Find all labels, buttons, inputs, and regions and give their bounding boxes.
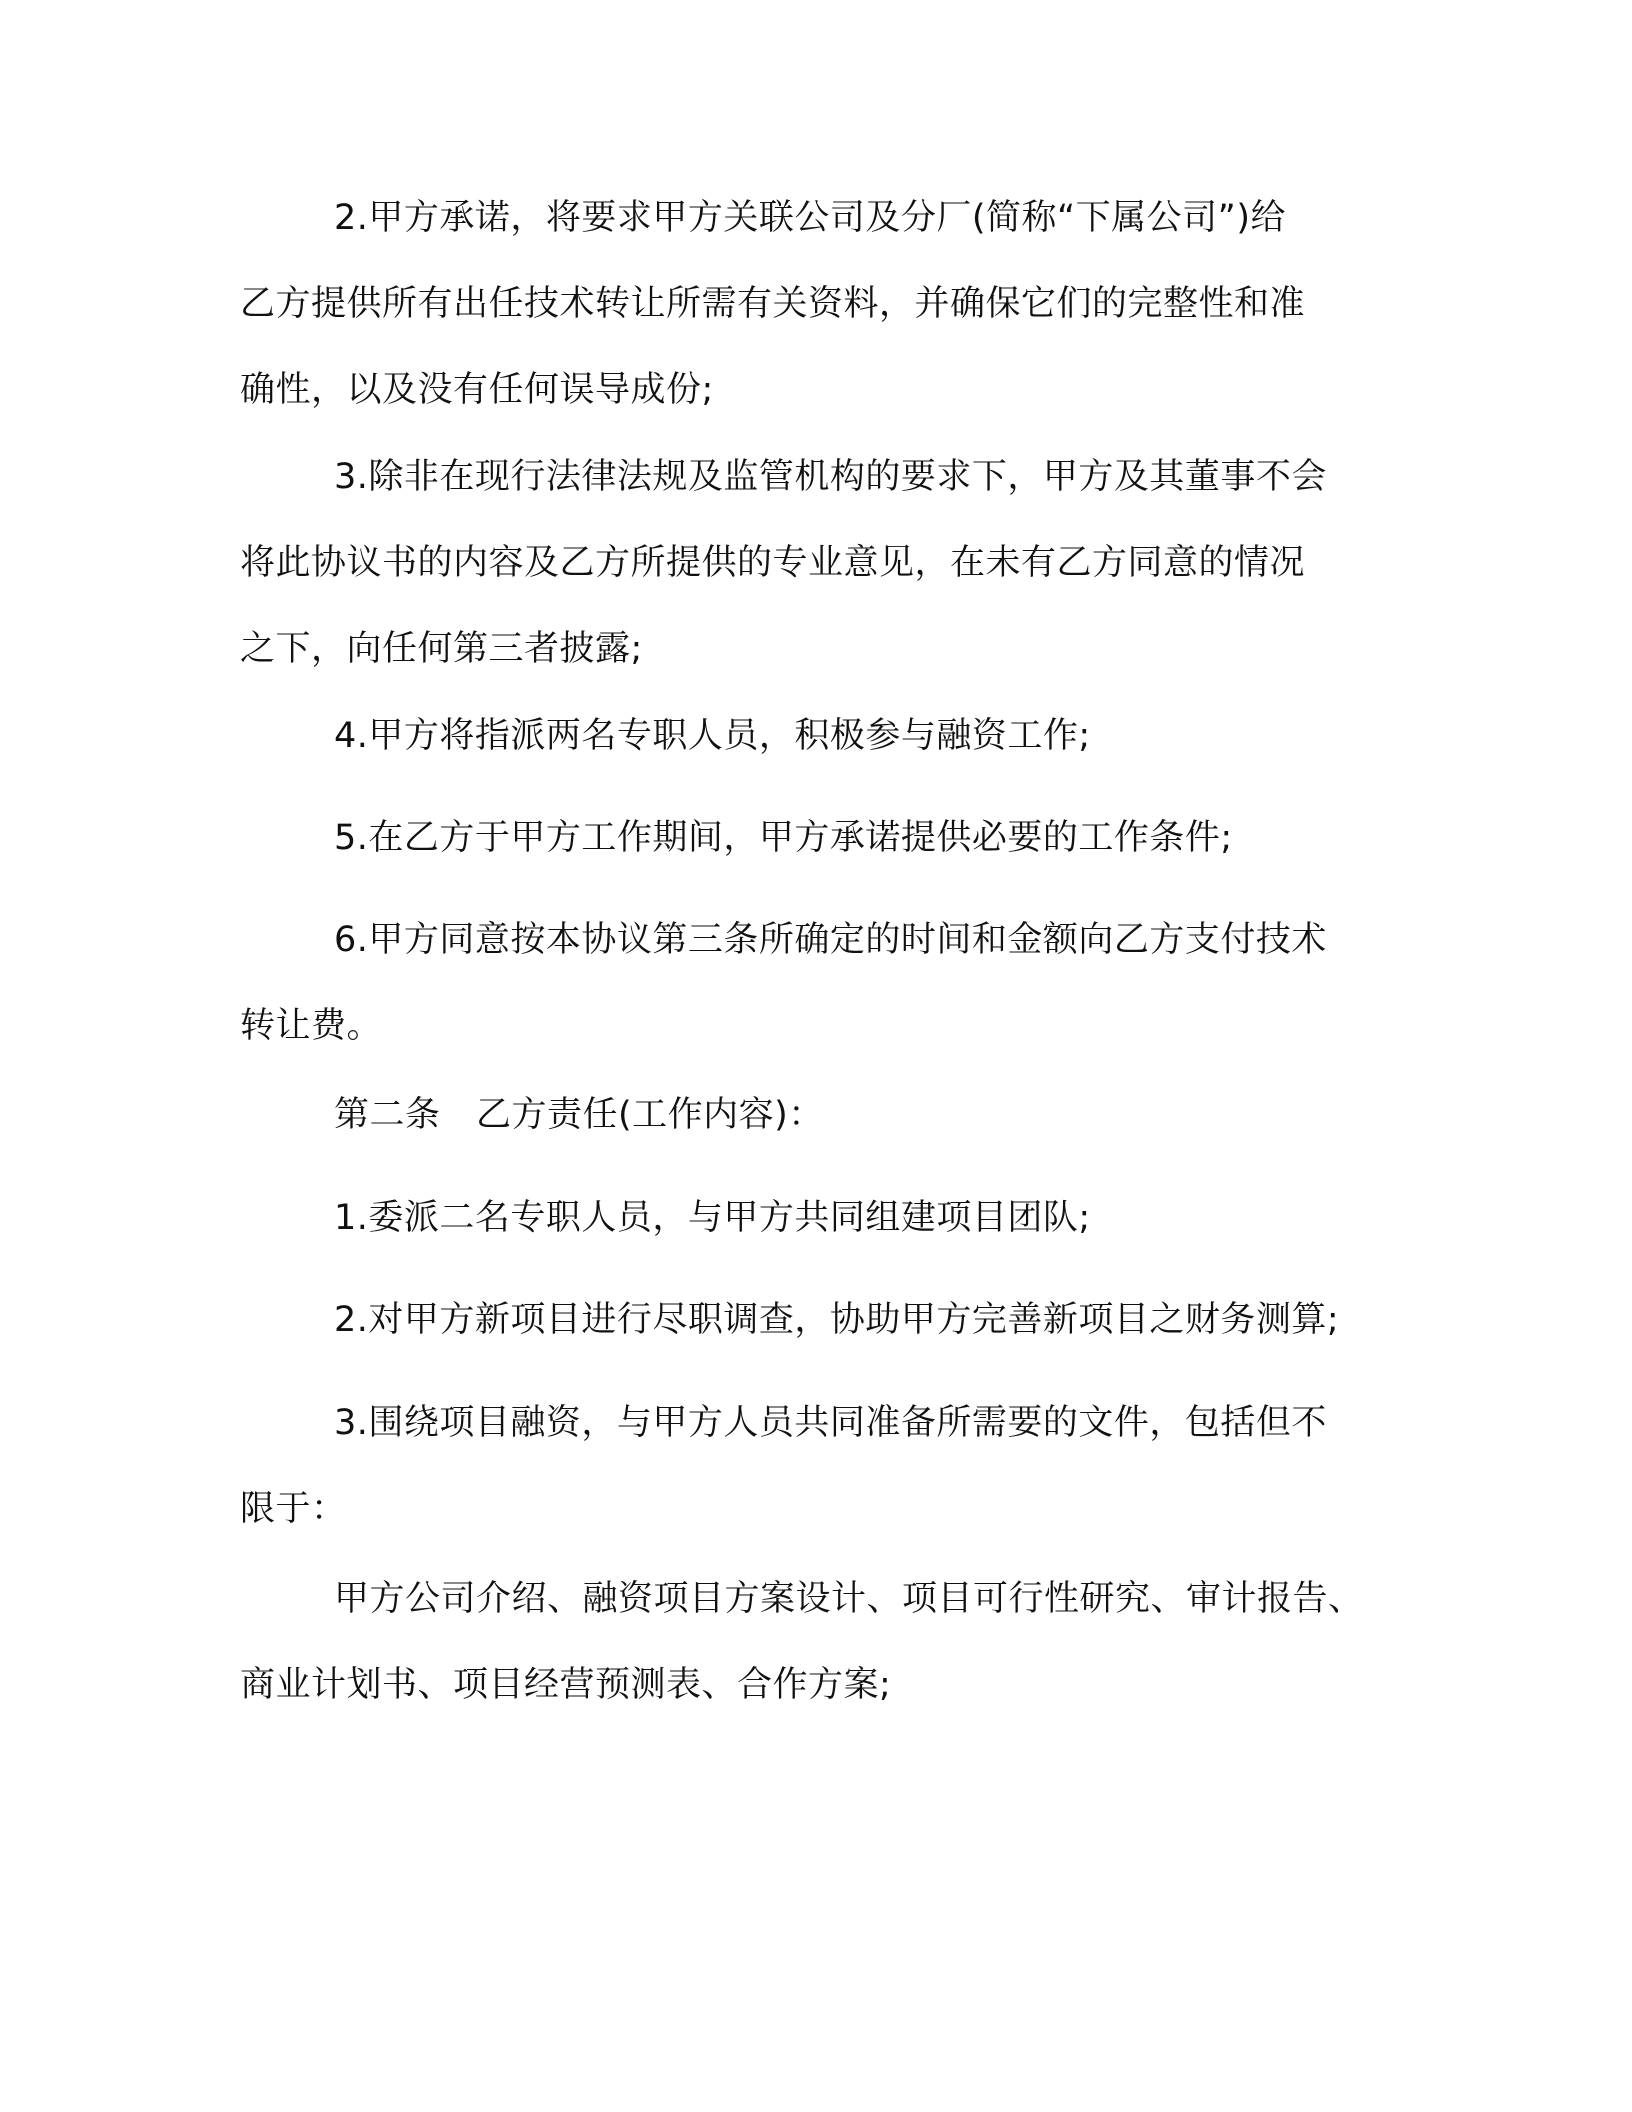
paragraph-responsibility-3 bbox=[240, 1380, 1440, 1552]
text-line: 2.对甲方新项目进行尽职调查，协助甲方完善新项目之财务测算; bbox=[334, 1300, 1340, 1340]
paragraph-document-list bbox=[240, 1556, 1440, 1728]
paragraph-obligation-6 bbox=[240, 897, 1440, 1069]
paragraph-obligation-2 bbox=[240, 175, 1440, 433]
text-line: 乙方提供所有出任技术转让所需有关资料，并确保它们的完整性和准 bbox=[240, 284, 1306, 324]
text-line: 商业计划书、项目经营预测表、合作方案; bbox=[240, 1665, 892, 1705]
text-line: 3.围绕项目融资，与甲方人员共同准备所需要的文件，包括但不 bbox=[334, 1403, 1327, 1443]
article-heading bbox=[240, 1072, 1440, 1158]
text-line: 确性，以及没有任何误导成份; bbox=[240, 370, 714, 410]
text-line: 6.甲方同意按本协议第三条所确定的时间和金额向乙方支付技术 bbox=[334, 920, 1327, 960]
text-line: 3.除非在现行法律法规及监管机构的要求下，甲方及其董事不会 bbox=[334, 457, 1327, 497]
text-line: 5.在乙方于甲方工作期间，甲方承诺提供必要的工作条件; bbox=[334, 818, 1233, 858]
text-line: 2.甲方承诺，将要求甲方关联公司及分厂(简称“下属公司”)给 bbox=[334, 198, 1286, 238]
text-line: 之下，向任何第三者披露; bbox=[240, 629, 643, 669]
text-line: 4.甲方将指派两名专职人员，积极参与融资工作; bbox=[334, 716, 1091, 756]
text-line: 将此协议书的内容及乙方所提供的专业意见，在未有乙方同意的情况 bbox=[240, 543, 1306, 583]
paragraph-obligation-4 bbox=[240, 693, 1440, 779]
paragraph-obligation-3 bbox=[240, 434, 1440, 692]
text-line: 限于： bbox=[240, 1489, 347, 1529]
text-line: 甲方公司介绍、融资项目方案设计、项目可行性研究、审计报告、 bbox=[334, 1579, 1364, 1619]
text-line: 1.委派二名专职人员，与甲方共同组建项目团队; bbox=[334, 1198, 1091, 1238]
text-line: 第二条 乙方责任(工作内容)： bbox=[334, 1095, 824, 1135]
paragraph-responsibility-2 bbox=[240, 1277, 1440, 1363]
paragraph-obligation-5 bbox=[240, 795, 1440, 881]
paragraph-responsibility-1 bbox=[240, 1175, 1440, 1261]
text-line: 转让费。 bbox=[240, 1006, 383, 1046]
